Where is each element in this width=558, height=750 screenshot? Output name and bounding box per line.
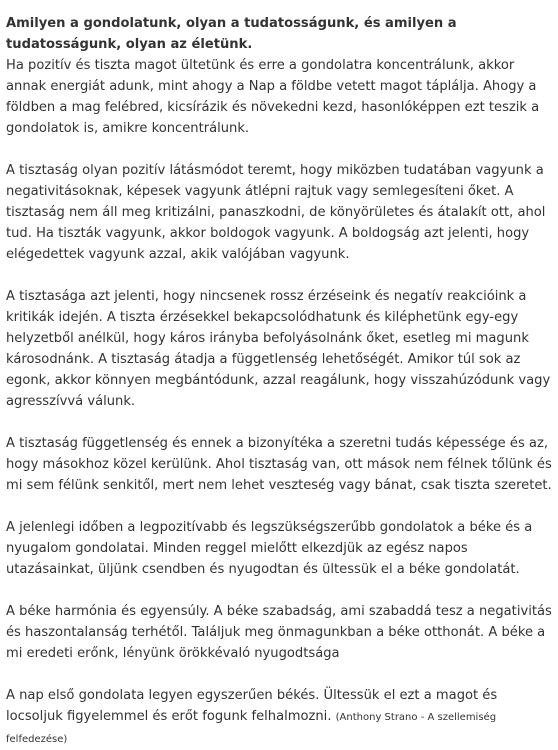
- paragraph-purity-independence: A tisztaság függetlenség és ennek a bizonyítéka a szeretni tudás képessége és az, hogy másokhoz közel kerülünk. Ahol tisztaság van, ott mások nem félnek tőlünk és mi sem félünk senkitől, mert nem lehet veszteség vagy bánat, csak tiszta szeretet.: [6, 436, 552, 493]
- opening-paragraph: [6, 13, 554, 139]
- closing-paragraph: [6, 685, 554, 750]
- paragraph-purity-reactions: A tisztasága azt jelenti, hogy nincsenek rossz érzéseink és negatív reakcióink a kritikák idején. A tiszta érzésekkel bekapcsolódhatunk és kiléphetünk egy-egy helyzetből anélkül, hogy káros irányba befolyásolnánk őket, esetleg mi magunk károsodnánk. A tisztaság átadja a függetlenség lehetőségét. Amikor túl sok az egonk, akkor könnyen megbántódunk, azzal reagálunk, hogy visszahúzódunk vagy agresszívvá válunk.: [6, 289, 551, 409]
- paragraph-peace-thoughts: A jelenlegi időben a legpozitívabb és legszükségszerűbb gondolatok a béke és a nyugalom gondolatai. Minden reggel mielőtt elkezdjük az egész napos utazásainkat, üljünk csendben és nyugodtan és ültessük el a béke gondolatát.: [6, 520, 533, 577]
- article-title: Amilyen a gondolatunk, olyan a tudatosságunk, és amilyen a tudatosságunk, olyan az életünk.: [6, 16, 457, 52]
- article-body: [6, 13, 554, 750]
- closing-text: A nap első gondolata legyen egyszerűen békés. Ültessük el ezt a magot és locsoljuk figyelemmel és erőt fogunk felhalmozni.: [6, 688, 498, 724]
- paragraph-purity-outlook: A tisztaság olyan pozitív látásmódot teremt, hogy miközben tudatában vagyunk a negativitásoknak, képesek vagyunk átlépni rajtuk vagy semlegesíteni őket. A tisztaság nem áll meg kritizálni, panaszkodni, de könyörületes és átalakít ott, ahol tud. Ha tiszták vagyunk, akkor boldogok vagyunk. A boldogság azt jelenti, hogy elégedettek vagyunk azzal, akik valójában vagyunk.: [6, 163, 546, 262]
- source-citation: (Anthony Strano - A szellemiség felfedezése): [6, 712, 497, 745]
- intro-text: Ha pozitív és tiszta magot ültetünk és erre a gondolatra koncentrálunk, akkor annak energiát adunk, mint ahogy a Nap a földbe vetett magot táplálja. Ahogy a földben a mag felébred, kicsírázik és növekedni kezd, hasonlóképpen ezt teszik a gondolatok is, amikre koncentrálunk.: [6, 58, 540, 136]
- paragraph-peace-harmony: A béke harmónia és egyensúly. A béke szabadság, ami szabaddá tesz a negativitás és haszontalanság terhétől. Találjuk meg önmagunkban a béke otthonát. A béke a mi eredeti erőnk, lényünk örökkévaló nyugodtsága: [6, 604, 552, 661]
